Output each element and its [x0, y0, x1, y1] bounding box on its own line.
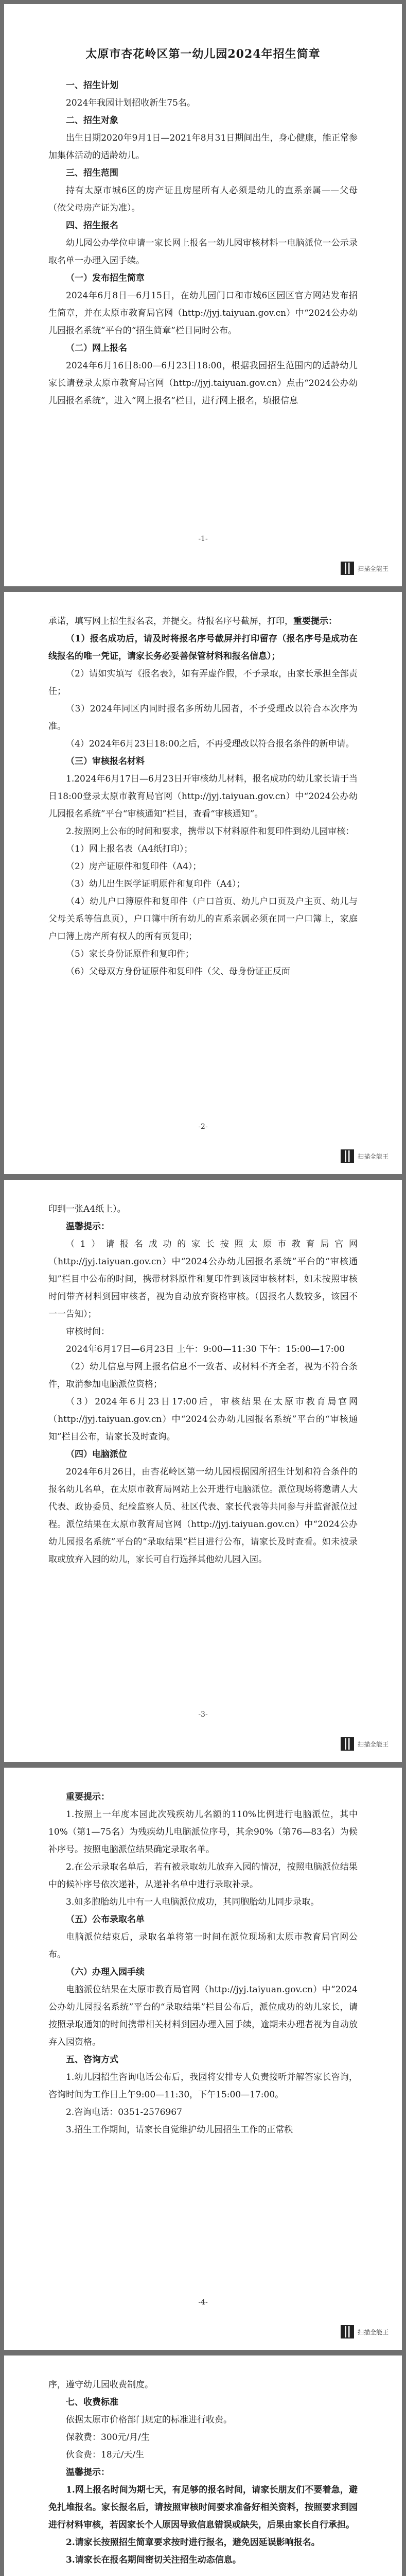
paragraph: 幼儿园公办学位申请一家长网上报名一幼儿园审核材料一电脑派位一公示录取名单一办理入园手续。 [48, 238, 358, 266]
page-4 [4, 1768, 402, 2350]
scanner-label: 扫描全能王 [357, 1740, 389, 1748]
page-number: -4- [198, 2298, 208, 2307]
fee-line: 伙食费：18元/天/生 [66, 2450, 145, 2460]
paragraph: （4）2024年6月23日18:00之后，不再受理改以符合报名条件的新申请。 [66, 739, 355, 749]
qr-icon [341, 1149, 354, 1163]
scanner-label: 扫描全能王 [357, 1153, 389, 1160]
paragraph: 3.招生工作期间，请家长自觉维护幼儿园招生工作的正常秩 [66, 2125, 293, 2135]
subsection-heading: （二）网上报名 [66, 343, 127, 353]
paragraph: 审核时间： [66, 1327, 110, 1337]
paragraph-bold: （1）报名成功后，请及时将报名序号截屏并打印留存（报名序号是成功在线报名的唯一凭证，请家长务必妥善保管材料和报名信息）； [48, 634, 358, 662]
paragraph: （3）2024年同区内同时报名多所幼儿园者，不予受理改以符合本次序为准。 [48, 704, 358, 732]
section-heading: 三、招生范围 [66, 168, 118, 178]
paragraph: 2.按照网上公布的时间和要求，携带以下材料原件和复印件到幼儿园审核： [66, 826, 355, 837]
list-item: （1）网上报名表（A4纸打印）； [66, 844, 193, 854]
subsection-heading: （四）电脑派位 [66, 1449, 127, 1460]
notice-heading: 温馨提示： [66, 2467, 110, 2478]
paragraph: （2）请如实填写《报名表》，如有弄虚作假，不予录取，由家长承担全部责任； [48, 669, 358, 697]
subsection-heading: （五）公布录取名单 [66, 1914, 145, 1925]
paragraph: 2024年6月8日—6月15日，在幼儿园门口和市城6区园区官方网站发布招生简章，并在太原市教育局官网（http://jyj.taiyuan.gov.cn）中“2024公办幼儿园报名系统”平台的“招生简章”栏目同时公布。 [48, 291, 358, 336]
paragraph: 1.幼儿园招生咨询电话公布后，我园将安排专人负责接听并解答家长咨询，咨询时间为工作日上午9:00—11:30，下午15:00—17:00。 [48, 2072, 358, 2100]
qr-icon [341, 2325, 354, 2338]
paragraph: 2024年我园计划招收新生75名。 [66, 98, 196, 108]
subsection-heading: （一）发布招生简章 [66, 273, 145, 283]
paragraph: 电脑派位结束后，录取名单将第一时间在派位现场和太原市教育局官网公布。 [48, 1932, 358, 1960]
paragraph: 电脑派位结果在太原市教育局官网（http://jyj.taiyuan.gov.cn）中“2024公办幼儿园报名系统”平台的“录取结果”栏目公布后，派位成功的幼儿家长，请按照录取通知的时间携带相关材料到园办理入园手续，逾期未办理者视为自动放弃入园资格。 [48, 1985, 358, 2047]
page-number: -2- [198, 1123, 208, 1131]
subsection-heading: （六）办理入园手续 [66, 1967, 145, 1977]
paragraph: 2024年6月26日，由杏花岭区第一幼儿园根据园所招生计划和符合条件的报名幼儿名单，在太原市教育局网站上公开进行电脑派位。派位现场将邀请人大代表、政协委员、纪检监察人员、社区代表、家长代表等共同参与并监督派位过程。派位结果在太原市教育局官网（http://jyj.taiyuan.gov.cn）中“2024公办幼儿园报名系统”平台的“录取结果”栏目进行公布，请家长及时查看。如未被录取或放弃入园的幼儿，家长可自行选择其他幼儿园入园。 [48, 1467, 358, 1565]
paragraph: 印到一张A4纸上）。 [48, 1204, 126, 1214]
list-item: （3）幼儿出生医学证明原件和复印件（A4）； [66, 879, 245, 889]
list-item: （5）家长身份证原件和复印件； [66, 949, 194, 959]
bold-text: 重要提示： [293, 616, 337, 626]
qr-icon [341, 1737, 354, 1751]
paragraph: 1.2024年6月17日—6月23日开审核幼儿材料，报名成功的幼儿家长请于当日18:00登录太原市教育局官网（http://jyj.taiyuan.gov.cn）中“2024公办幼儿园报名系统”平台“审核通知”栏目，查看“审核通知”。 [48, 774, 358, 819]
paragraph: 2.咨询电话：0351-2576967 [66, 2107, 182, 2117]
section-heading: 一、招生计划 [66, 80, 118, 91]
notice-heading: 重要提示： [66, 1792, 110, 1802]
paragraph: （2）幼儿信息与网上报名信息不一致者、或材料不齐全者，视为不符合条件，取消参加电脑派位资格； [48, 1362, 358, 1389]
paragraph-bold: 3.请家长在报名期间密切关注招生动态信息。 [66, 2555, 241, 2565]
paragraph: 序，遵守幼儿园收费制度。 [48, 2380, 153, 2390]
qr-icon [341, 562, 354, 575]
page-5 [4, 2355, 402, 2576]
paragraph [48, 613, 358, 630]
section-heading: 二、招生对象 [66, 115, 118, 126]
page-1 [4, 4, 402, 586]
list-item: （2）房产证原件和复印件（A4）； [66, 861, 202, 872]
page-number: -1- [198, 535, 208, 543]
paragraph: 持有太原市城6区的房产证且房屋所有人必须是幼儿的直系亲属——父母（依父母房产证为准）。 [48, 185, 358, 213]
paragraph: （1）请报名成功的家长按照太原市教育局官网（http://jyj.taiyuan.gov.cn）中“2024公办幼儿园报名系统”平台的“审核通知”栏目中公布的时间，携带材料原件和复印件到该园审核材料，如未按照审核时间带齐材料到园审核者，视为自动放弃资格审核。（因报名人数较多，该园不一一告知）； [48, 1239, 358, 1319]
paragraph: 出生日期2020年9月1日—2021年8月31日期间出生，身心健康，能正常参加集体活动的适龄幼儿。 [48, 133, 358, 161]
paragraph: 2.在公示录取名单后，若有被录取幼儿放弃入园的情况，按照电脑派位结果中的候补序号依次递补，从递补名单中进行录取补录。 [48, 1862, 358, 1890]
scanner-watermark [341, 562, 389, 575]
list-item: （6）父母双方身份证原件和复印件（父、母身份证正反面 [66, 967, 290, 977]
paragraph-bold: 2.请家长按照招生简章要求按时进行报名，避免因延误影响报名。 [66, 2537, 320, 2548]
paragraph: （3）2024年6月23日17:00后，审核结果在太原市教育局官网（http://jyj.taiyuan.gov.cn）中“2024公办幼儿园报名系统”平台的“审核通知”栏目公布，请家长及时查询。 [48, 1397, 358, 1442]
paragraph: 依据太原市价格部门规定的标准进行收费。 [66, 2415, 232, 2425]
page-number: -3- [198, 1710, 208, 1719]
scanner-watermark [341, 2325, 389, 2338]
scanner-watermark [341, 1149, 389, 1163]
paragraph: 1.按照上一年度本园此次残疾幼儿名额的110%比例进行电脑派位，其中10%（第1—75名）为残疾幼儿电脑派位序号，其余90%（第76—83名）为候补序号。按照电脑派位结果确定录取名单。 [48, 1809, 358, 1855]
fee-line: 保教费：300元/月/生 [66, 2432, 150, 2443]
page-2 [4, 592, 402, 1174]
scanner-watermark [341, 1737, 389, 1751]
section-heading: 七、收费标准 [66, 2397, 118, 2408]
paragraph-bold: 1.网上报名时间为期七天，有足够的报名时间，请家长朋友们不要着急，避免扎堆报名。家长报名后，请按照审核时间要求准备好相关资料，按照要求到园进行材料审核，若因家长个人原因导致信息错误或缺失，后果由家长自行承担。 [48, 2485, 358, 2530]
paragraph: 2024年6月17日—6月23日 上午：9:00—11:30 下午：15:00—17:00 [66, 1344, 345, 1354]
paragraph-part: 承诺，填写网上招生报名表，并提交。待报名序号截屏，打印， [48, 616, 293, 626]
subsection-heading: （三）审核报名材料 [66, 756, 145, 767]
paragraph: 2024年6月16日8:00—6月23日18:00，根据我园招生范围内的适龄幼儿家长请登录太原市教育局官网（http://jyj.taiyuan.gov.cn）点击“2024公办幼儿园报名系统”，进入“网上报名”栏目，进行网上报名，填报信息 [48, 361, 358, 406]
list-item: （4）幼儿户口簿原件和复印件（户口首页、幼儿户口页及户主页、幼儿与父母关系等信息页），户口簿中所有幼儿的直系亲属必须在同一户口簿上，家庭户口簿上房产所有权人的所有页复印； [48, 896, 358, 942]
page-3 [4, 1180, 402, 1762]
paragraph: 3.如多胞胎幼儿中有一人电脑派位成功，其同胞胎幼儿同步录取。 [66, 1897, 320, 1907]
section-heading: 四、招生报名 [66, 221, 118, 231]
scanner-label: 扫描全能王 [357, 565, 389, 572]
document-title: 太原市杏花岭区第一幼儿园2024年招生简章 [85, 47, 321, 61]
notice-heading: 温馨提示： [66, 1222, 110, 1232]
section-heading: 五、咨询方式 [66, 2055, 118, 2065]
scanner-label: 扫描全能王 [357, 2328, 389, 2336]
